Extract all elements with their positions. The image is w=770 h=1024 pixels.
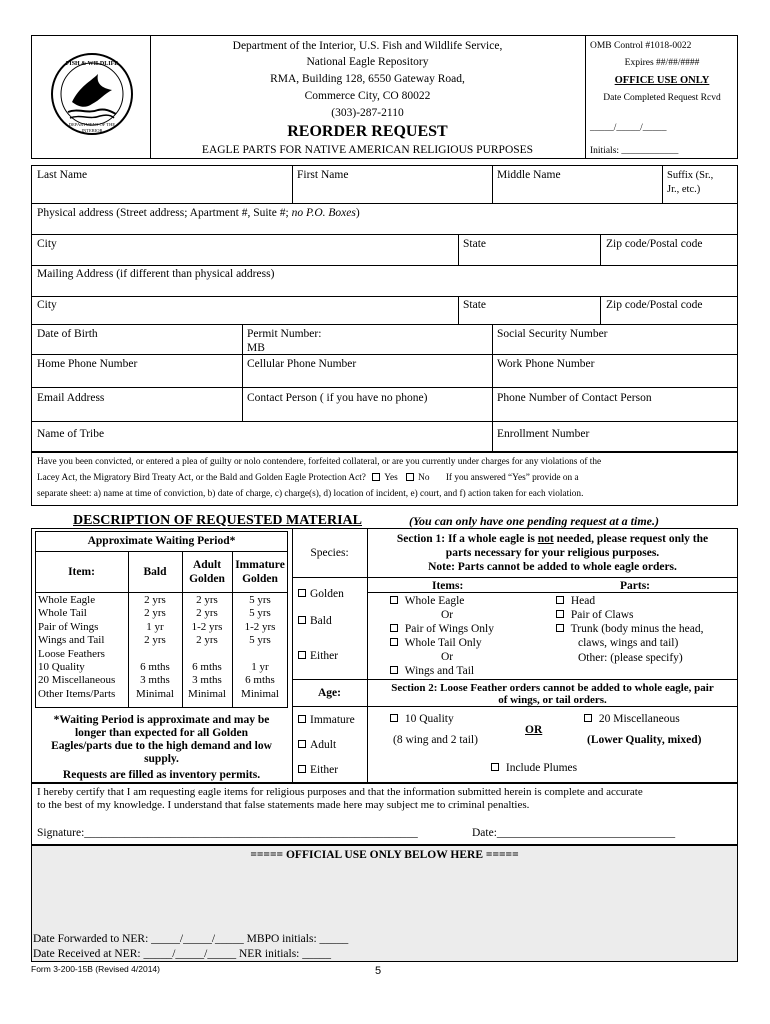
cell-phone-field[interactable]: Cellular Phone Number bbox=[247, 358, 357, 370]
col-bald: Bald bbox=[143, 566, 167, 578]
suffix-field-note: Jr., etc.) bbox=[667, 184, 701, 195]
permit-field[interactable]: Permit Number: bbox=[247, 328, 322, 340]
parts-label: Parts: bbox=[620, 580, 651, 592]
dob-field[interactable]: Date of Birth bbox=[37, 328, 98, 340]
waiting-row-imm: 1-2 yrs bbox=[244, 620, 276, 633]
no-checkbox[interactable] bbox=[406, 473, 414, 481]
col-item: Item: bbox=[68, 566, 95, 578]
conviction-line-2: Lacey Act, the Migratory Bird Treaty Act, or the Bald and Golden Eagle Protection Act? Yes No If you answered “Yes” provide on a bbox=[37, 473, 579, 483]
form-number: Form 3-200-15B (Revised 4/2014) bbox=[31, 964, 160, 974]
waiting-period-title: Approximate Waiting Period* bbox=[87, 535, 236, 547]
section2-line-1: Section 2: Loose Feather orders cannot be added to whole eagle, pair bbox=[391, 682, 714, 694]
official-use-heading: ===== OFFICIAL USE ONLY BELOW HERE ===== bbox=[250, 849, 519, 861]
age-adult[interactable]: Adult bbox=[298, 739, 336, 752]
waiting-row-item: Whole Eagle bbox=[38, 594, 96, 606]
page-title: REORDER REQUEST bbox=[287, 123, 448, 140]
home-phone-field[interactable]: Home Phone Number bbox=[37, 358, 138, 370]
last-name-field[interactable]: Last Name bbox=[37, 169, 88, 181]
option-10-quality[interactable]: 10 Quality bbox=[390, 713, 454, 726]
waiting-row-bald: 2 yrs bbox=[144, 594, 166, 606]
waiting-footnote-4: supply. bbox=[144, 753, 179, 765]
waiting-row-imm: Minimal bbox=[241, 687, 279, 700]
contact-phone-field[interactable]: Phone Number of Contact Person bbox=[497, 392, 652, 404]
option-20-misc[interactable]: 20 Miscellaneous bbox=[584, 713, 680, 726]
item-pair-of-wings[interactable]: Pair of Wings Only bbox=[390, 623, 494, 636]
seal-logo bbox=[50, 52, 134, 136]
waiting-footnote-3: Eagles/parts due to the high demand and low bbox=[51, 740, 272, 752]
conviction-line-3: separate sheet: a) name at time of conviction, b) date of charge, c) charge(s), d) location of incident, e) court, and f) action taken for each violation. bbox=[37, 489, 584, 499]
permit-prefix: MB bbox=[247, 342, 265, 354]
date-received[interactable]: Date Received at NER: _____/_____/_____ NER initials: _____ bbox=[33, 948, 332, 960]
enrollment-field[interactable]: Enrollment Number bbox=[497, 428, 590, 440]
age-label: Age: bbox=[318, 687, 341, 699]
description-heading: DESCRIPTION OF REQUESTED MATERIAL bbox=[73, 513, 362, 528]
item-or-2: Or bbox=[441, 651, 454, 663]
expires: Expires ##/##/#### bbox=[624, 58, 700, 68]
waiting-row-item: 10 Quality bbox=[38, 661, 85, 673]
omb-control: OMB Control #1018-0022 bbox=[590, 41, 692, 51]
col-immature-2: Golden bbox=[242, 573, 278, 585]
section1-line-2: parts necessary for your religious purposes. bbox=[445, 547, 660, 559]
zip-field[interactable]: Zip code/Postal code bbox=[606, 238, 703, 250]
state-field[interactable]: State bbox=[463, 238, 486, 250]
waiting-row-adult: 6 mths bbox=[192, 661, 222, 673]
option-20-note: (Lower Quality, mixed) bbox=[587, 734, 702, 746]
waiting-row-item: 20 Miscellaneous bbox=[38, 674, 116, 687]
waiting-row-bald: Minimal bbox=[136, 687, 174, 700]
or-label: OR bbox=[525, 724, 543, 736]
option-10-note: (8 wing and 2 tail) bbox=[393, 734, 478, 746]
col-adult-1: Adult bbox=[192, 559, 222, 571]
waiting-row-adult: 2 yrs bbox=[196, 594, 218, 606]
waiting-row-item: Other Items/Parts bbox=[38, 687, 116, 700]
suffix-field[interactable]: Suffix (Sr., bbox=[667, 170, 714, 181]
contact-person-field[interactable]: Contact Person ( if you have no phone) bbox=[247, 392, 428, 404]
waiting-row-item: Whole Tail bbox=[38, 607, 87, 620]
waiting-row-bald: 1 yr bbox=[146, 620, 164, 633]
include-plumes[interactable]: Include Plumes bbox=[491, 762, 577, 775]
waiting-row-imm: 1 yr bbox=[251, 661, 269, 673]
item-whole-eagle[interactable]: Whole Eagle bbox=[390, 595, 464, 608]
seal-text-top: FISH & WILDLIFE bbox=[65, 61, 119, 67]
waiting-row-imm: 5 yrs bbox=[249, 594, 271, 606]
item-wings-and-tail[interactable]: Wings and Tail bbox=[390, 665, 474, 678]
items-label: Items: bbox=[432, 580, 464, 592]
age-immature[interactable]: Immature bbox=[298, 714, 355, 727]
waiting-footnote-2: longer than expected for all Golden bbox=[74, 727, 249, 739]
date-completed-line[interactable]: _____/_____/_____ bbox=[590, 123, 667, 133]
section2-line-2: of wings, or tail orders. bbox=[498, 694, 607, 706]
office-use-only: OFFICE USE ONLY bbox=[614, 75, 710, 86]
first-name-field[interactable]: First Name bbox=[297, 169, 349, 181]
species-label: Species: bbox=[310, 547, 349, 559]
mailing-zip-field[interactable]: Zip code/Postal code bbox=[606, 299, 703, 311]
waiting-row-adult: Minimal bbox=[188, 687, 226, 700]
waiting-row-adult: 2 yrs bbox=[196, 607, 218, 620]
waiting-row-bald: 6 mths bbox=[140, 661, 170, 673]
mailing-city-field[interactable]: City bbox=[37, 299, 57, 311]
part-trunk-note: claws, wings and tail) bbox=[578, 637, 679, 649]
waiting-row-item: Pair of Wings bbox=[38, 620, 99, 633]
waiting-row-bald: 2 yrs bbox=[144, 634, 166, 647]
conviction-line-1: Have you been convicted, or entered a plea of guilty or nolo contendere, forfeited collateral, or are you currently under charges for any violations of the bbox=[37, 457, 602, 467]
date-completed-label: Date Completed Request Rcvd bbox=[603, 93, 721, 103]
part-trunk[interactable]: Trunk (body minus the head, bbox=[556, 623, 703, 636]
species-golden[interactable]: Golden bbox=[298, 588, 344, 601]
agency-line-4: Commerce City, CO 80022 bbox=[304, 90, 431, 102]
inventory-note: Requests are filled as inventory permits. bbox=[62, 769, 261, 781]
item-whole-tail[interactable]: Whole Tail Only bbox=[390, 637, 482, 650]
seal-text-bottom: DEPARTMENT OF THE INTERIOR bbox=[68, 122, 116, 133]
col-immature-1: Immature bbox=[235, 559, 285, 571]
waiting-row-adult: 3 mths bbox=[192, 674, 222, 687]
waiting-row-adult: 1-2 yrs bbox=[191, 620, 223, 633]
physical-address-field[interactable]: Physical address (Street address; Apartment #, Suite #; no P.O. Boxes) bbox=[37, 207, 360, 219]
waiting-row-imm: 5 yrs bbox=[249, 634, 271, 647]
age-either[interactable]: Either bbox=[298, 764, 338, 777]
agency-line-2: National Eagle Repository bbox=[306, 56, 429, 68]
species-either[interactable]: Either bbox=[298, 650, 338, 663]
part-other[interactable]: Other: (please specify) bbox=[578, 652, 683, 664]
mailing-state-field[interactable]: State bbox=[463, 299, 486, 311]
certify-line-1: I hereby certify that I am requesting eagle items for religious purposes and that the information submitted herein is complete and accurate bbox=[37, 786, 643, 798]
mailing-address-field[interactable]: Mailing Address (if different than physical address) bbox=[37, 268, 275, 280]
page-number: 5 bbox=[375, 965, 382, 977]
waiting-row-bald: 3 mths bbox=[140, 674, 170, 687]
waiting-footnote-1: *Waiting Period is approximate and may be bbox=[53, 714, 270, 726]
waiting-row-imm: 6 mths bbox=[245, 674, 275, 687]
section1-line-3: Note: Parts cannot be added to whole eagle orders. bbox=[428, 561, 677, 573]
certify-line-2: to the best of my knowledge. I understand that false statements made here may subject me to criminal penalties. bbox=[37, 799, 530, 811]
page-subtitle: EAGLE PARTS FOR NATIVE AMERICAN RELIGIOUS PURPOSES bbox=[201, 144, 534, 156]
agency-line-1: Department of the Interior, U.S. Fish and Wildlife Service, bbox=[232, 40, 503, 52]
agency-phone: (303)-287-2110 bbox=[331, 107, 404, 119]
middle-name-field[interactable]: Middle Name bbox=[497, 169, 561, 181]
yes-checkbox[interactable] bbox=[372, 473, 380, 481]
part-claws[interactable]: Pair of Claws bbox=[556, 609, 633, 622]
part-head[interactable]: Head bbox=[556, 595, 595, 608]
section1-line-1: Section 1: If a whole eagle is not needed, please request only the bbox=[396, 533, 709, 545]
col-adult-2: Golden bbox=[189, 573, 225, 585]
tribe-field[interactable]: Name of Tribe bbox=[37, 428, 105, 440]
agency-line-3: RMA, Building 128, 6550 Gateway Road, bbox=[270, 73, 465, 85]
work-phone-field[interactable]: Work Phone Number bbox=[497, 358, 595, 370]
initials-line[interactable]: Initials: ____________ bbox=[590, 146, 679, 156]
waiting-row-imm: 5 yrs bbox=[249, 607, 271, 620]
date-field[interactable]: Date:_______________________________ bbox=[472, 827, 676, 839]
waiting-row-adult: 2 yrs bbox=[196, 634, 218, 647]
description-note: (You can only have one pending request at a time.) bbox=[409, 514, 659, 528]
date-forwarded[interactable]: Date Forwarded to NER: _____/_____/_____ MBPO initials: _____ bbox=[33, 933, 349, 945]
signature-field[interactable]: Signature:__________________________________________________________ bbox=[37, 827, 418, 839]
email-field[interactable]: Email Address bbox=[37, 392, 105, 404]
waiting-row-item: Loose Feathers bbox=[38, 647, 105, 660]
species-bald[interactable]: Bald bbox=[298, 615, 332, 628]
waiting-row-bald: 2 yrs bbox=[144, 607, 166, 620]
city-field[interactable]: City bbox=[37, 238, 57, 250]
waiting-row-item: Wings and Tail bbox=[38, 634, 105, 647]
item-or-1: Or bbox=[441, 609, 454, 621]
ssn-field[interactable]: Social Security Number bbox=[497, 328, 608, 340]
